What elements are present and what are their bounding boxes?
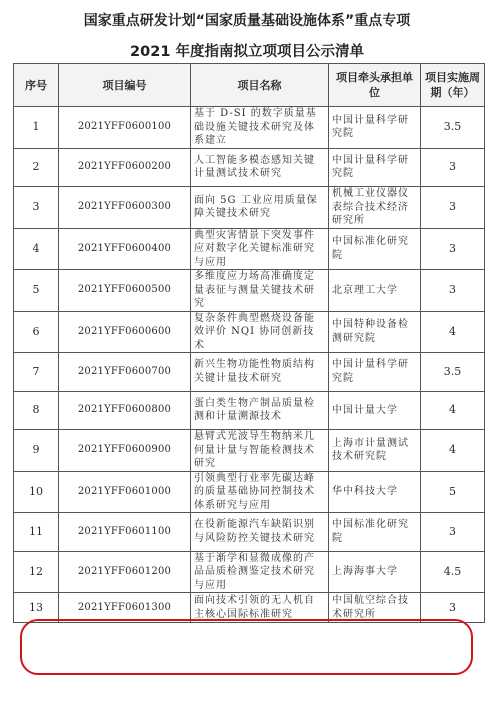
cell-index: 11 bbox=[14, 513, 59, 552]
cell-index: 7 bbox=[14, 353, 59, 392]
cell-unit: 中国计量科学研究院 bbox=[329, 353, 421, 392]
cell-code: 2021YFF0600200 bbox=[59, 148, 191, 187]
table-row bbox=[14, 430, 485, 472]
table-body bbox=[14, 107, 485, 623]
table-row bbox=[14, 270, 485, 312]
cell-unit: 华中科技大学 bbox=[329, 471, 421, 513]
cell-name: 基于 D-SI 的数字质量基础设施关键技术研究及体系建立 bbox=[191, 107, 329, 149]
cell-duration: 4.5 bbox=[421, 551, 485, 593]
cell-code: 2021YFF0600900 bbox=[59, 430, 191, 472]
cell-name: 基于渐学和显微成像的产品品质检测鉴定技术研究与应用 bbox=[191, 551, 329, 593]
cell-name: 人工智能多模态感知关键计量测试技术研究 bbox=[191, 148, 329, 187]
cell-duration: 4 bbox=[421, 391, 485, 430]
cell-duration: 4 bbox=[421, 430, 485, 472]
table-row bbox=[14, 148, 485, 187]
header-duration: 项目实施周期（年） bbox=[421, 64, 485, 107]
cell-duration: 3 bbox=[421, 187, 485, 229]
cell-name: 面向技术引领的无人机自主核心国际标准研究 bbox=[191, 593, 329, 623]
cell-unit: 上海海事大学 bbox=[329, 551, 421, 593]
cell-name: 悬臂式光波导生物纳米几何量计量与智能检测技术研究 bbox=[191, 430, 329, 472]
header-unit: 项目牵头承担单位 bbox=[329, 64, 421, 107]
cell-duration: 4 bbox=[421, 311, 485, 353]
table-row bbox=[14, 187, 485, 229]
cell-index: 9 bbox=[14, 430, 59, 472]
cell-code: 2021YFF0600100 bbox=[59, 107, 191, 149]
cell-name: 复杂条件典型燃烧设备能效评价 NQI 协同创新技术 bbox=[191, 311, 329, 353]
table-header-row bbox=[14, 64, 485, 107]
table-row bbox=[14, 551, 485, 593]
table-row bbox=[14, 471, 485, 513]
cell-code: 2021YFF0600700 bbox=[59, 353, 191, 392]
cell-unit: 中国计量科学研究院 bbox=[329, 148, 421, 187]
cell-code: 2021YFF0601100 bbox=[59, 513, 191, 552]
table-row bbox=[14, 391, 485, 430]
cell-code: 2021YFF0600800 bbox=[59, 391, 191, 430]
cell-code: 2021YFF0600600 bbox=[59, 311, 191, 353]
cell-code: 2021YFF0601000 bbox=[59, 471, 191, 513]
cell-unit: 中国标准化研究院 bbox=[329, 228, 421, 270]
cell-index: 10 bbox=[14, 471, 59, 513]
cell-index: 5 bbox=[14, 270, 59, 312]
cell-code: 2021YFF0600400 bbox=[59, 228, 191, 270]
cell-duration: 3 bbox=[421, 270, 485, 312]
cell-name: 新兴生物功能性物质结构关键计量技术研究 bbox=[191, 353, 329, 392]
header-name: 项目名称 bbox=[191, 64, 329, 107]
table-row bbox=[14, 107, 485, 149]
cell-duration: 3 bbox=[421, 593, 485, 623]
cell-index: 8 bbox=[14, 391, 59, 430]
cell-index: 4 bbox=[14, 228, 59, 270]
header-code: 项目编号 bbox=[59, 64, 191, 107]
highlight-circle-row-12 bbox=[20, 619, 473, 675]
table-row bbox=[14, 311, 485, 353]
table-row bbox=[14, 593, 485, 623]
cell-index: 6 bbox=[14, 311, 59, 353]
cell-code: 2021YFF0601300 bbox=[59, 593, 191, 623]
cell-index: 3 bbox=[14, 187, 59, 229]
cell-index: 13 bbox=[14, 593, 59, 623]
cell-unit: 中国计量大学 bbox=[329, 391, 421, 430]
table-row bbox=[14, 228, 485, 270]
cell-unit: 中国标准化研究院 bbox=[329, 513, 421, 552]
table-row bbox=[14, 353, 485, 392]
cell-code: 2021YFF0600300 bbox=[59, 187, 191, 229]
project-table bbox=[13, 63, 485, 623]
cell-unit: 中国计量科学研究院 bbox=[329, 107, 421, 149]
cell-name: 面向 5G 工业应用质量保障关键技术研究 bbox=[191, 187, 329, 229]
cell-index: 2 bbox=[14, 148, 59, 187]
cell-unit: 中国航空综合技术研究所 bbox=[329, 593, 421, 623]
cell-duration: 3 bbox=[421, 228, 485, 270]
cell-name: 多维度应力场高准确度定量表征与测量关键技术研究 bbox=[191, 270, 329, 312]
document-subtitle: 2021 年度指南拟立项项目公示清单 bbox=[130, 44, 364, 60]
cell-index: 12 bbox=[14, 551, 59, 593]
document-title: 国家重点研发计划“国家质量基础设施体系”重点专项 bbox=[83, 13, 411, 29]
cell-duration: 5 bbox=[421, 471, 485, 513]
cell-code: 2021YFF0600500 bbox=[59, 270, 191, 312]
cell-name: 引领典型行业率先碳达峰的质量基础协同控制技术体系研究与应用 bbox=[191, 471, 329, 513]
table-row bbox=[14, 513, 485, 552]
cell-duration: 3 bbox=[421, 148, 485, 187]
cell-code: 2021YFF0601200 bbox=[59, 551, 191, 593]
cell-duration: 3.5 bbox=[421, 107, 485, 149]
header-index: 序号 bbox=[14, 64, 59, 107]
cell-name: 在役新能源汽车缺陷识别与风险防控关键技术研究 bbox=[191, 513, 329, 552]
cell-duration: 3 bbox=[421, 513, 485, 552]
cell-unit: 中国特种设备检测研究院 bbox=[329, 311, 421, 353]
cell-name: 典型灾害情景下突发事件应对数字化关键标准研究与应用 bbox=[191, 228, 329, 270]
cell-unit: 北京理工大学 bbox=[329, 270, 421, 312]
cell-unit: 机械工业仪器仪表综合技术经济研究所 bbox=[329, 187, 421, 229]
cell-unit: 上海市计量测试技术研究院 bbox=[329, 430, 421, 472]
cell-index: 1 bbox=[14, 107, 59, 149]
cell-name: 蛋白类生物产制品质量检测和计量溯源技术 bbox=[191, 391, 329, 430]
cell-duration: 3.5 bbox=[421, 353, 485, 392]
